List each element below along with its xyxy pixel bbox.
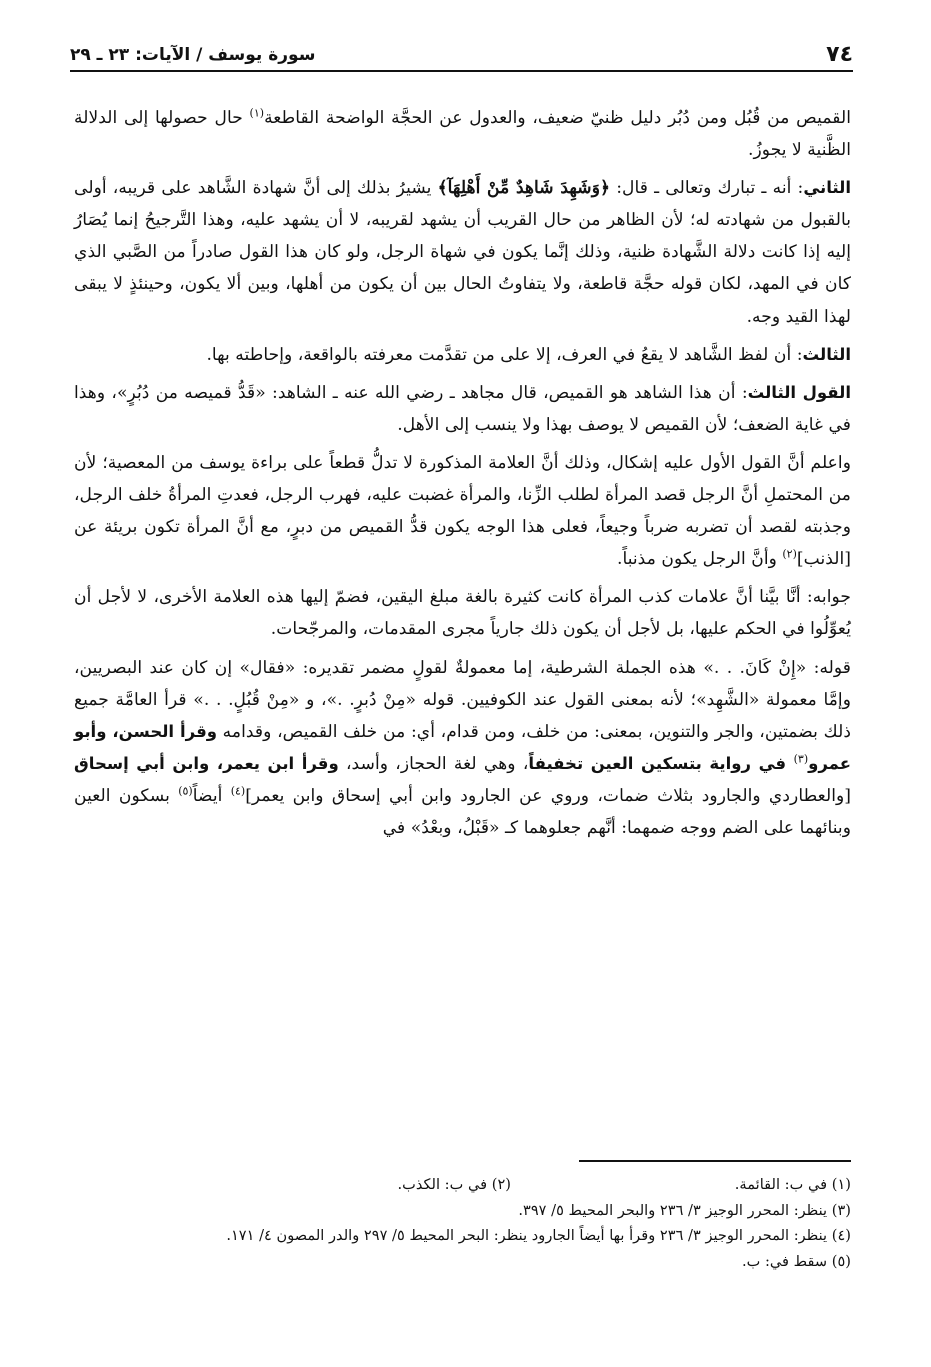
footnotes (74, 1172, 851, 1274)
paragraph-6 (74, 581, 851, 645)
footnote-ref: (٣) (793, 752, 809, 766)
paragraph-text: ، وهي لغة الحجاز، وأسد، (338, 753, 529, 774)
paragraph-text: : أن لفظ الشَّاهد لا يقعُ في العرف، إلا على من تقدَّمت معرفته بالواقعة، وإحاطته بها. (206, 344, 803, 365)
paragraph-text: بسكون العين وبنائهما على الضم ووجه ضمهما: أنَّهم جعلوهما كـ «قَبْلُ، وبعْدُ» في (74, 785, 851, 838)
quran-verse: ﴿وَشَهِدَ شَاهِدٌ مِّنْ أَهْلِهَآ﴾ (437, 178, 611, 199)
paragraph-text: قوله: «إِنْ كَانَ. . .» هذه الجملة الشرطية، إما معمولةٌ لقولٍ مضمر تقديره: «فقال» إن كان عند البصريين، وإمَّا معمولة «الشَّهِد»؛ لأنه بمعنى القول عند الكوفيين. قوله «مِنْ دُبرٍ. .»، و «مِنْ قُبُلٍ. . .» قرأ العامَّة جميع ذلك بضمتين، والجر والتنوين، بمعنى: من خلف، ومن قدام، أي: من خلف القميص، وقدامه (74, 657, 851, 742)
footnote-4: (٤) ينظر: المحرر الوجيز ٣/ ٢٣٦ وقرأ بها أيضاً الجارود ينظر: البحر المحيط ٥/ ٢٩٧ والدر المصون ٤/ ١٧١. (226, 1227, 851, 1244)
paragraph-lead: الثاني (803, 178, 851, 198)
footnote-5: (٥) سقط في: ب. (741, 1252, 851, 1270)
paragraph-lead: الثالث (802, 344, 851, 364)
paragraph-text: : أنه ـ تبارك وتعالى ـ قال: (610, 178, 804, 199)
running-title: سورة يوسف / الآيات: ٢٣ ـ ٢٩ (70, 45, 316, 65)
paragraph-5 (74, 447, 851, 575)
paragraph-7 (74, 652, 851, 845)
paragraph-text: [والعطاردي والجارود بثلاث ضمات، وروي عن الجارود وابن أبي إسحاق وابن يعمر] (245, 785, 851, 806)
footnote-ref: (٢) (782, 547, 797, 561)
paragraph-lead: القول الثالث (747, 382, 851, 402)
paragraph-text: يشيرُ بذلك إلى أنَّ شهادة الشَّاهد على قريبه، أولى بالقبول من شهادته له؛ لأن الظاهر من حال القريب أن يشهد لقريبه، لا أن يشهد عليه، وهذا التَّرجيحُ إنما يُصَارُ إليه إذا كانت دلالة الشَّهادة ظنية، وذلك إنَّما يكون في شهاة الرجل، ولو كان هذا القول صادراً من الصَّبي الذي كان في المهد، لكان قوله حجَّة قاطعة، ولا يتفاوتُ الحال بين أن يكون من أهلها، وبين ألا يكون، وحينئذٍ لا يبقى لهذا القيد وجه. (74, 178, 851, 327)
footnote-ref: (٥) (178, 784, 193, 798)
paragraph-2 (74, 172, 851, 332)
footnote-ref: (١) (249, 106, 265, 120)
bold-text: في رواية بتسكين العين تخفيفاً (528, 753, 794, 773)
footnote-3: (٣) ينظر: المحرر الوجيز ٣/ ٢٣٦ والبحر المحيط ٥/ ٣٩٧. (518, 1201, 851, 1219)
paragraph-text: القميص من قُبُل ومن دُبُر دليل ظنيّ ضعيف، والعدول عن الحجَّة الواضحة القاطعة (264, 108, 852, 128)
footnote-ref: (٤) (230, 784, 246, 798)
footnote-2: (٢) في ب: الكذب. (397, 1176, 511, 1193)
paragraph-text: واعلم أنَّ القول الأول عليه إشكال، وذلك أنَّ العلامة المذكورة لا تدلُّ قطعاً على براءة يوسف من المعصية؛ لأن من المحتملِ أنَّ الرجل قصد المرأة لطلب الزِّنا، والمرأة غضبت عليه، فهرب الرجل، فعدتِ المرأةُ خلف الرجل، وجذبته لقصد أن تضربه ضرباً وجيعاً، فعلى هذا الوجه يكون قدُّ القميص من دبرٍ، مع أنَّ المرأة تكون بريئة عن [الذنب] (74, 452, 851, 570)
paragraph-text: جوابه: أنَّا بيَّنا أنَّ علامات كذب المرأة كانت كثيرة بالغة مبلغ اليقين، فضمّ إليها هذه العلامة الأخرى، لا لأجل أن يُعوِّلُوا في الحكم عليها، بل لأجل أن يكون ذلك جارياً مجرى المقدمات، والمرجّحات. (74, 587, 851, 640)
bold-text: وقرأ الحسن، وأبو عمرو (74, 721, 851, 773)
footnote-row (74, 1172, 851, 1198)
footnote-divider (579, 1160, 851, 1162)
footnote-1: (١) في ب: القائمة. (734, 1176, 851, 1193)
paragraph-3 (74, 339, 851, 371)
page-header (70, 36, 853, 72)
paragraph-text: أيضاً (192, 785, 231, 806)
paragraph-1 (74, 102, 851, 166)
paragraph-text: : أن هذا الشاهد هو القميص، قال مجاهد ـ رضي الله عنه ـ الشاهد: «قَدُّ قميصه من دُبُرٍ»، وهذا في غاية الضعف؛ لأن القميص لا يوصف بهذا ولا ينسب إلى الأهل. (74, 382, 851, 435)
bold-text: وقرأ ابن يعمر، وابن أبي إسحاق (74, 753, 339, 773)
paragraph-text: وأنَّ الرجل يكون مذنباً. (617, 549, 783, 570)
body-text (74, 102, 851, 850)
page-number: ٧٤ (826, 42, 853, 67)
paragraph-text: حال حصولها إلى الدلالة الظَّنية لا يجوزُ. (74, 108, 851, 161)
paragraph-4 (74, 377, 851, 441)
